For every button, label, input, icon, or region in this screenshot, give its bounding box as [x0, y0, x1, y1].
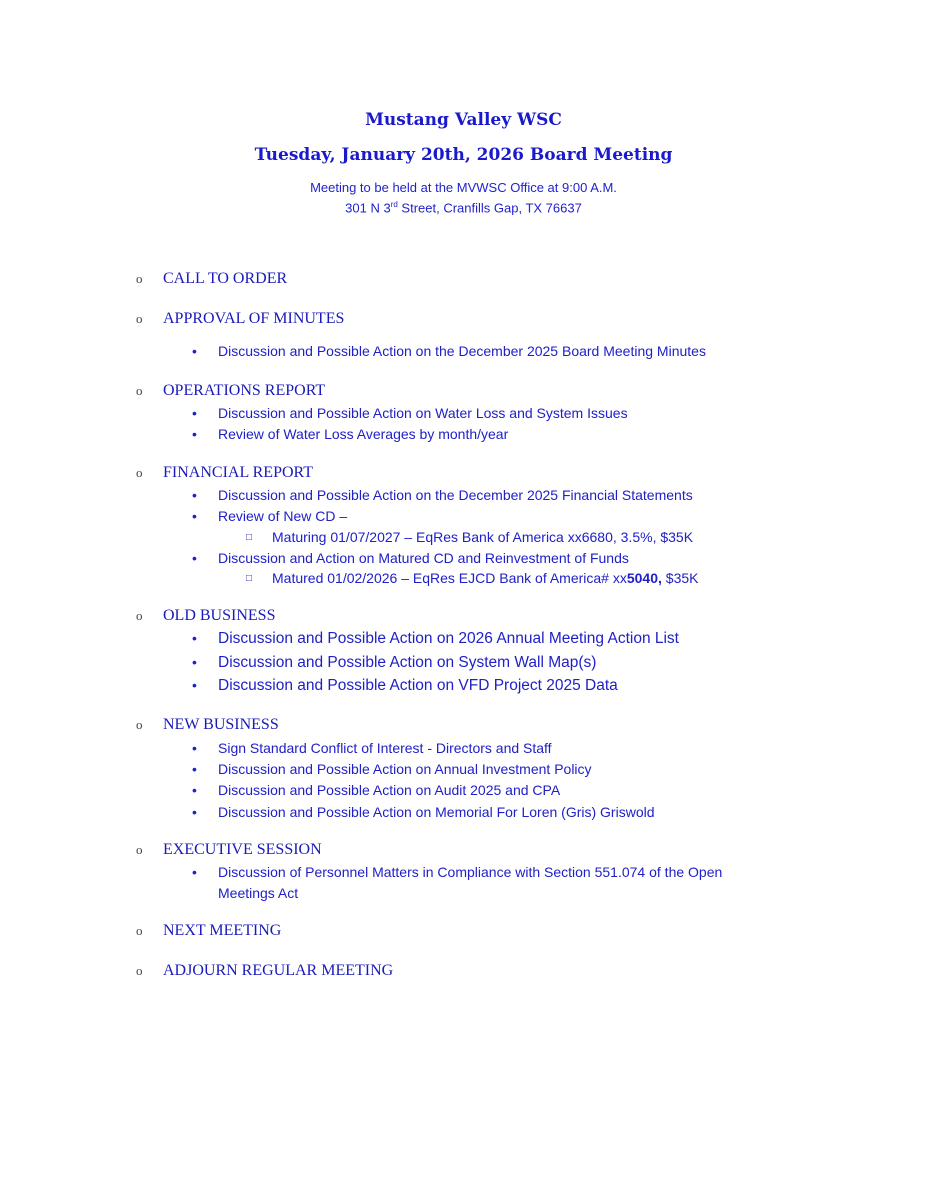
- bullet-icon: •: [192, 782, 197, 798]
- section-old-business: o OLD BUSINESS: [136, 607, 276, 624]
- list-item: • Discussion of Personnel Matters in Compliance with Section 551.074 of the Open: [192, 864, 723, 880]
- section-new-business: o NEW BUSINESS: [136, 716, 279, 733]
- square-bullet-icon: □: [246, 532, 253, 543]
- section-operations-report: o OPERATIONS REPORT: [136, 382, 326, 399]
- bullet-icon: •: [192, 550, 197, 566]
- list-item: • Review of Water Loss Averages by month/year: [192, 426, 509, 442]
- bullet-icon: •: [192, 677, 197, 693]
- bullet-icon: •: [192, 426, 197, 442]
- location-line: Meeting to be held at the MVWSC Office at 9:00 A.M.: [310, 180, 617, 195]
- bullet-icon: •: [192, 761, 197, 777]
- list-item: • Discussion and Possible Action on Audit 2025 and CPA: [192, 782, 561, 798]
- list-item: • Discussion and Possible Action on the December 2025 Board Meeting Minutes: [192, 343, 706, 359]
- section-financial-report: o FINANCIAL REPORT: [136, 464, 314, 481]
- list-item: • Discussion and Possible Action on Annual Investment Policy: [192, 761, 592, 777]
- bullet-icon: •: [192, 343, 197, 359]
- circle-bullet-icon: o: [136, 465, 143, 480]
- list-item: • Discussion and Possible Action on Memorial For Loren (Gris) Griswold: [192, 804, 655, 820]
- list-item-continuation: Meetings Act: [218, 885, 299, 901]
- list-item: • Discussion and Possible Action on System Wall Map(s): [192, 654, 597, 671]
- circle-bullet-icon: o: [136, 383, 143, 398]
- section-adjourn: o ADJOURN REGULAR MEETING: [136, 962, 394, 979]
- org-title: Mustang Valley WSC: [365, 110, 562, 130]
- section-approval-of-minutes: o APPROVAL OF MINUTES: [136, 310, 345, 327]
- circle-bullet-icon: o: [136, 963, 143, 978]
- circle-bullet-icon: o: [136, 311, 143, 326]
- meeting-title: Tuesday, January 20th, 2026 Board Meeting: [254, 145, 673, 165]
- list-item: • Discussion and Possible Action on Water Loss and System Issues: [192, 405, 628, 421]
- bullet-icon: •: [192, 487, 197, 503]
- bullet-icon: •: [192, 630, 197, 646]
- list-item: • Sign Standard Conflict of Interest - Directors and Staff: [192, 740, 552, 756]
- circle-bullet-icon: o: [136, 717, 143, 732]
- list-item: • Review of New CD –: [192, 508, 348, 524]
- section-next-meeting: o NEXT MEETING: [136, 922, 282, 939]
- circle-bullet-icon: o: [136, 271, 143, 286]
- list-item: • Discussion and Action on Matured CD and Reinvestment of Funds: [192, 550, 629, 566]
- sub-list-item: □ Matured 01/02/2026 – EqRes EJCD Bank of America# xx5040, $35K: [246, 570, 699, 586]
- list-item: • Discussion and Possible Action on 2026 Annual Meeting Action List: [192, 630, 679, 647]
- section-call-to-order: o CALL TO ORDER: [136, 270, 288, 287]
- bullet-icon: •: [192, 804, 197, 820]
- bullet-icon: •: [192, 654, 197, 670]
- circle-bullet-icon: o: [136, 842, 143, 857]
- section-executive-session: o EXECUTIVE SESSION: [136, 841, 322, 858]
- bullet-icon: •: [192, 864, 197, 880]
- circle-bullet-icon: o: [136, 608, 143, 623]
- bullet-icon: •: [192, 740, 197, 756]
- bullet-icon: •: [192, 405, 197, 421]
- list-item: • Discussion and Possible Action on the December 2025 Financial Statements: [192, 487, 693, 503]
- sub-list-item: □ Maturing 01/07/2027 – EqRes Bank of America xx6680, 3.5%, $35K: [246, 529, 694, 545]
- address-line: 301 N 3rd Street, Cranfills Gap, TX 76637: [345, 200, 582, 216]
- list-item: • Discussion and Possible Action on VFD Project 2025 Data: [192, 677, 618, 694]
- circle-bullet-icon: o: [136, 923, 143, 938]
- bullet-icon: •: [192, 508, 197, 524]
- square-bullet-icon: □: [246, 573, 253, 584]
